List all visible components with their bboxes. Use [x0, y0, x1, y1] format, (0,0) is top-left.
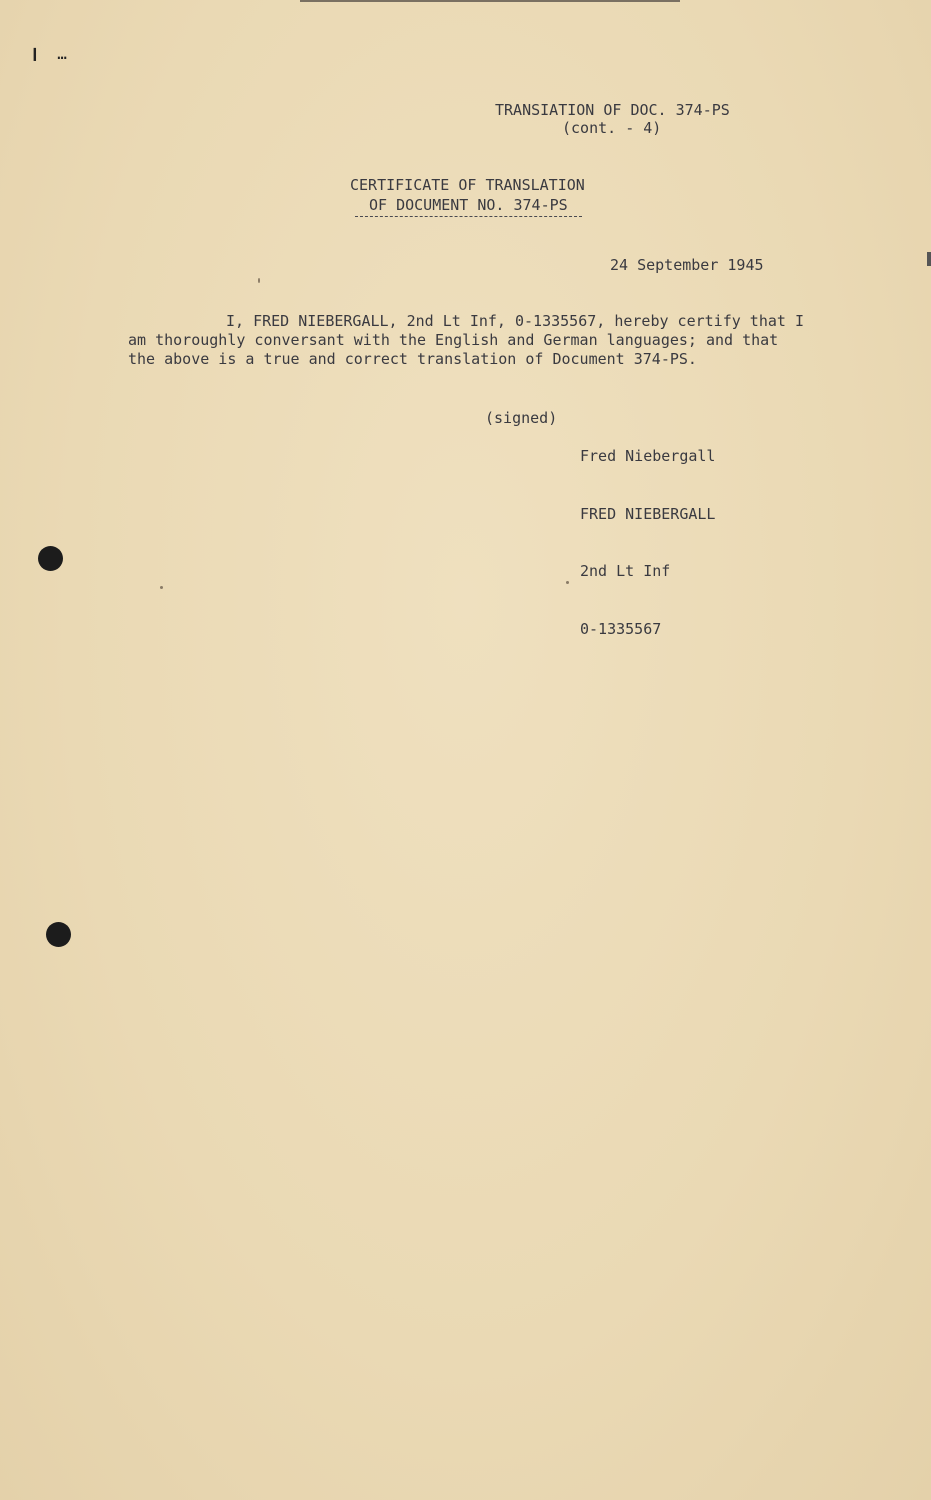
punch-hole-upper [38, 546, 63, 571]
signed-label: (signed) [485, 409, 558, 427]
statement-line: I, FRED NIEBERGALL, 2nd Lt Inf, 0-1335567, hereby certify that I [226, 312, 804, 330]
paper-speck [566, 581, 569, 584]
certificate-title: CERTIFICATE OF TRANSLATION [350, 176, 585, 194]
page-top-edge [300, 0, 680, 2]
certificate-date: 24 September 1945 [610, 256, 764, 274]
signature-block [580, 409, 715, 677]
doc-reference-title: TRANSIATION OF DOC. 374-PS [495, 101, 730, 119]
doc-reference-continuation: (cont. - 4) [562, 119, 662, 137]
signature-serial-number: 0-1335567 [580, 619, 662, 638]
punch-hole-lower [46, 922, 71, 947]
paper-speck [258, 278, 260, 283]
corner-mark: ❙ … [30, 44, 71, 63]
signature-rank: 2nd Lt Inf [580, 562, 671, 580]
statement-line: the above is a true and correct translation of Document 374-PS. [128, 350, 697, 368]
page-edge-mark [927, 252, 931, 266]
certification-statement [128, 312, 848, 369]
statement-line: am thoroughly conversant with the English and German languages; and that [128, 331, 779, 349]
signature-name-typed: FRED NIEBERGALL [580, 504, 716, 523]
signature-name: Fred Niebergall [580, 447, 716, 465]
certificate-subtitle: OF DOCUMENT NO. 374-PS [355, 196, 582, 217]
paper-speck [160, 586, 163, 589]
